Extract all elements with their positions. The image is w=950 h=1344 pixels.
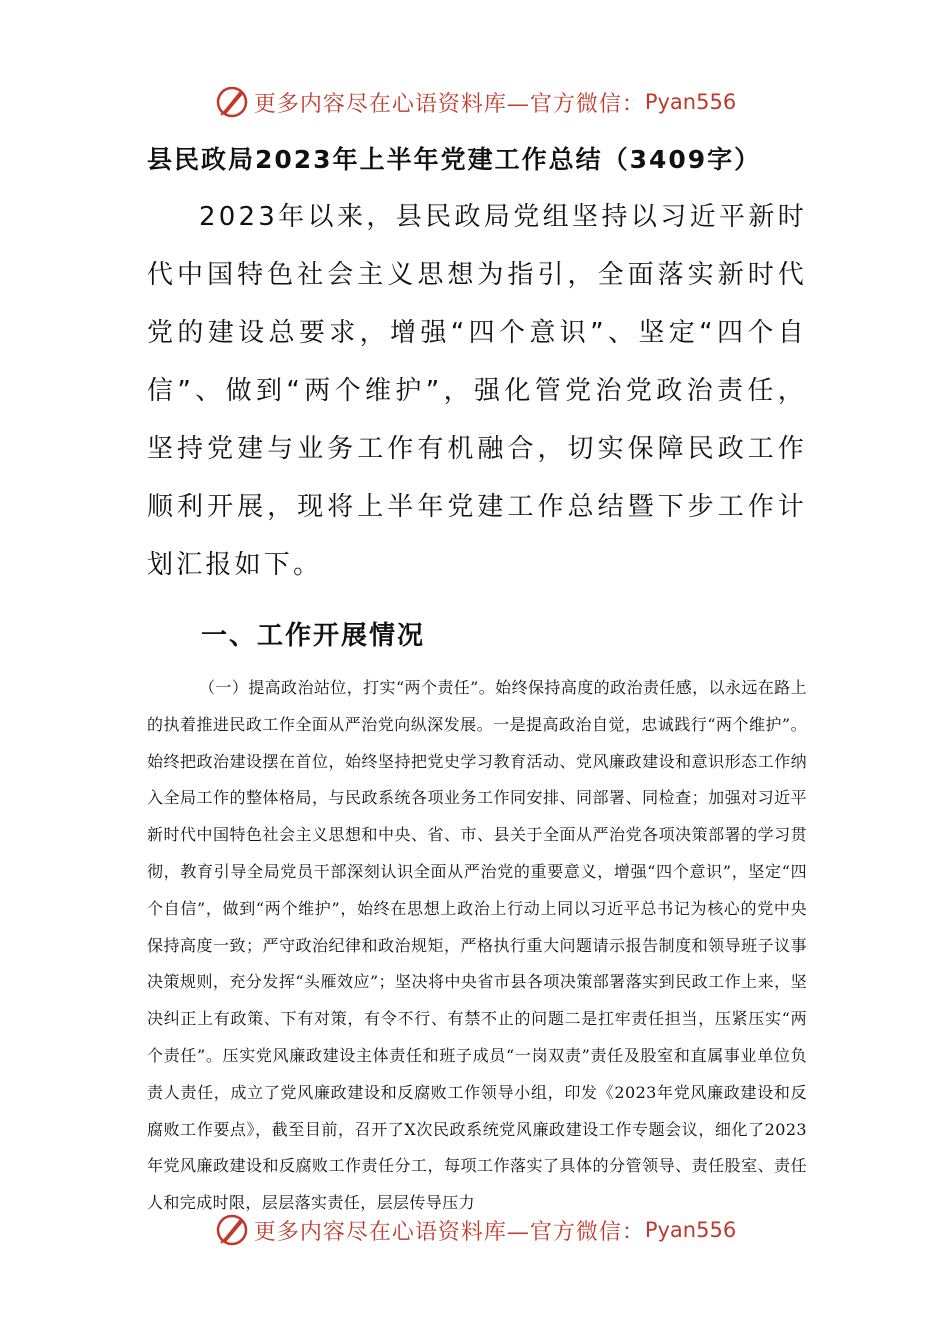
quill-circle-icon bbox=[214, 1212, 250, 1248]
watermark-handle: Pyan556 bbox=[644, 1218, 737, 1242]
watermark-handle: Pyan556 bbox=[644, 90, 737, 114]
watermark-text: 更多内容尽在心语资料库—官方微信： bbox=[253, 1219, 645, 1245]
quill-circle-icon bbox=[214, 84, 250, 120]
body-paragraph: （一）提高政治站位，打实“两个责任”。始终保持高度的政治责任感，以永远在路上的执着推进民政工作全面从严治党向纵深发展。一是提高政治自觉，忠诚践行“两个维护”。始终把政治建设摆在首位，始终坚持把党史学习教育活动、党风廉政建设和意识形态工作纳入全局工作的整体格局，与民政系统各项业务工作同安排、同部署、同检查；加强对习近平新时代中国特色社会主义思想和中央、省、市、县关于全面从严治党各项决策部署的学习贯彻，教育引导全局党员干部深刻认识全面从严治党的重要意义，增强“四个意识”，坚定“四个自信”，做到“两个维护”，始终在思想上政治上行动上同以习近平总书记为核心的党中央保持高度一致；严守政治纪律和政治规矩，严格执行重大问题请示报告制度和领导班子议事决策规则，充分发挥“头雁效应”；坚决将中央省市县各项决策部署落实到民政工作上来，坚决纠正上有政策、下有对策，有令不行、有禁不止的问题二是扛牢责任担当，压紧压实“两个责任”。压实党风廉政建设主体责任和班子成员“一岗双责”责任及股室和直属事业单位负责人责任，成立了党风廉政建设和反腐败工作领导小组，印发《2023年党风廉政建设和反腐败工作要点》，截至目前，召开了X次民政系统党风廉政建设工作专题会议，细化了2023年党风廉政建设和反腐败工作责任分工，每项工作落实了具体的分管领导、责任股室、责任人和完成时限，层层落实责任，层层传导压力 bbox=[147, 678, 807, 1213]
watermark-footer bbox=[0, 1210, 950, 1250]
section-heading: 一、工作开展情况 bbox=[201, 621, 426, 651]
document-body bbox=[147, 140, 807, 1258]
document-title: 县民政局2023年上半年党建工作总结（3409字） bbox=[147, 145, 762, 174]
intro-paragraph: 2023年以来，县民政局党组坚持以习近平新时代中国特色社会主义思想为指引，全面落实新时代党的建设总要求，增强“四个意识”、坚定“四个自信”、做到“两个维护”，强化管党治党政治责任，坚持党建与业务工作有机融合，切实保障民政工作顺利开展，现将上半年党建工作总结暨下步工作计划汇报如下。 bbox=[147, 202, 807, 580]
watermark-header bbox=[0, 82, 950, 122]
watermark-text: 更多内容尽在心语资料库—官方微信： bbox=[253, 91, 645, 117]
